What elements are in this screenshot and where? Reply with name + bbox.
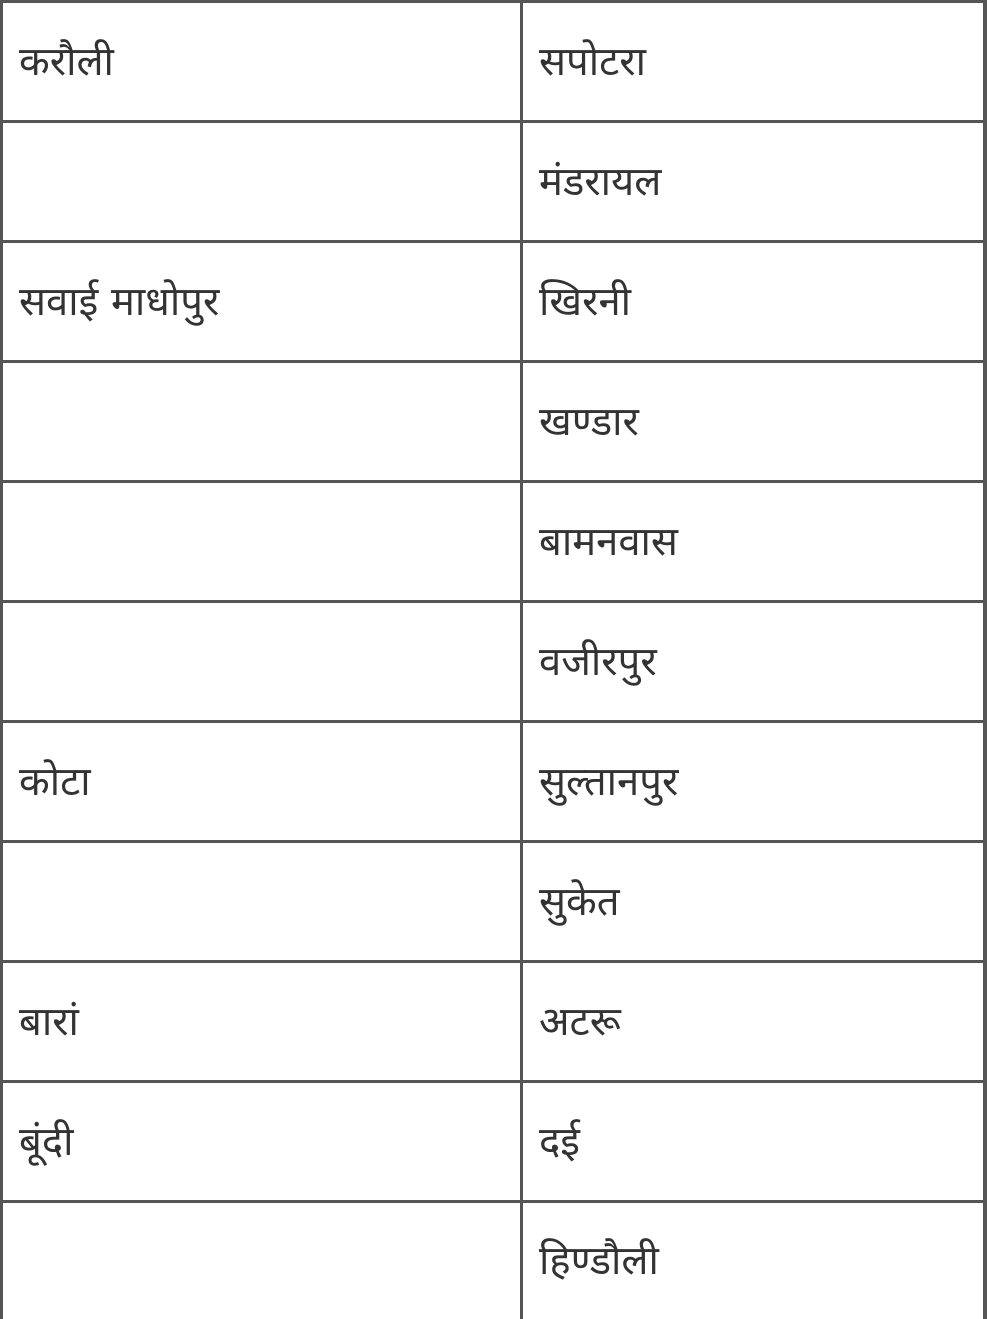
- table-row: [0, 720, 987, 840]
- table-row: [0, 120, 987, 240]
- tehsil-cell: सुल्तानपुर: [520, 720, 987, 840]
- table-row: [0, 480, 987, 600]
- table-row: [0, 1080, 987, 1200]
- district-cell: [0, 480, 520, 600]
- tehsil-cell: खिरनी: [520, 240, 987, 360]
- district-cell: कोटा: [0, 720, 520, 840]
- district-cell: [0, 840, 520, 960]
- district-cell: सवाई माधोपुर: [0, 240, 520, 360]
- district-cell: [0, 1200, 520, 1319]
- tehsil-cell: सपोटरा: [520, 0, 987, 120]
- district-cell: [0, 600, 520, 720]
- tehsil-cell: अटरू: [520, 960, 987, 1080]
- table-row: [0, 0, 987, 120]
- table-row: [0, 960, 987, 1080]
- district-cell: [0, 120, 520, 240]
- district-cell: करौली: [0, 0, 520, 120]
- tehsil-cell: मंडरायल: [520, 120, 987, 240]
- tehsil-cell: हिण्डौली: [520, 1200, 987, 1319]
- table-row: [0, 240, 987, 360]
- tehsil-cell: दई: [520, 1080, 987, 1200]
- tehsil-cell: खण्डार: [520, 360, 987, 480]
- table-row: [0, 840, 987, 960]
- table-row: [0, 360, 987, 480]
- table-row: [0, 1200, 987, 1319]
- tehsil-cell: वजीरपुर: [520, 600, 987, 720]
- district-cell: बारां: [0, 960, 520, 1080]
- tehsil-cell: सुकेत: [520, 840, 987, 960]
- table-row: [0, 600, 987, 720]
- district-cell: बूंदी: [0, 1080, 520, 1200]
- district-cell: [0, 360, 520, 480]
- tehsil-cell: बामनवास: [520, 480, 987, 600]
